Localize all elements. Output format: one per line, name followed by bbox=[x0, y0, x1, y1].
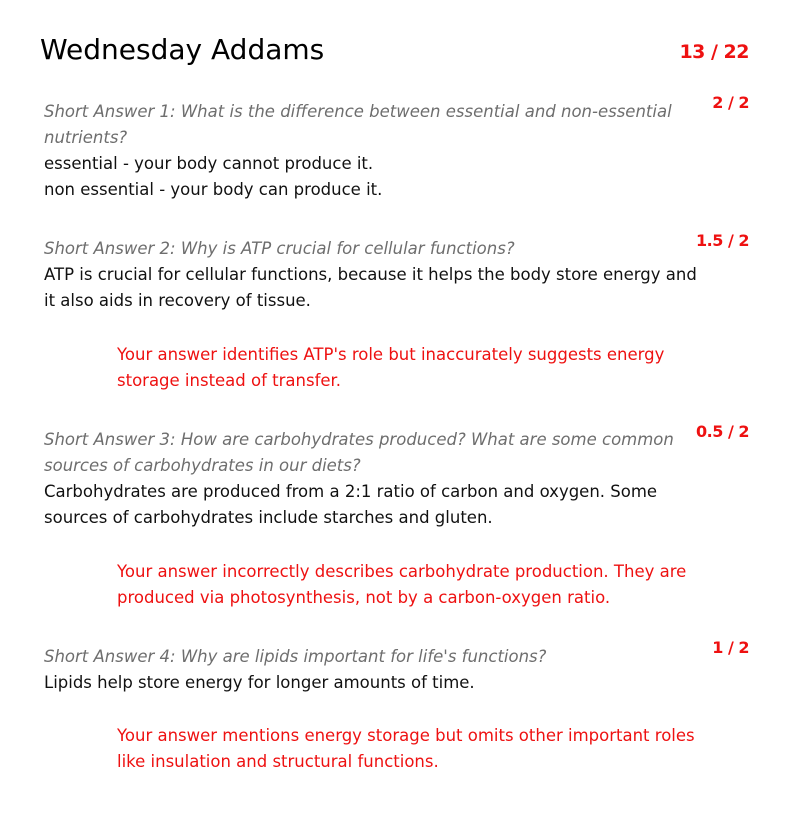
question-1-answer-line-1: essential - your body cannot produce it. bbox=[44, 154, 374, 173]
question-4 bbox=[44, 644, 704, 696]
question-2-answer bbox=[44, 262, 704, 314]
question-3-answer bbox=[44, 479, 704, 531]
question-1-score: 2 / 2 bbox=[712, 93, 749, 112]
question-4-feedback: Your answer mentions energy storage but omits other important roles like insulation and structural functions. bbox=[117, 726, 695, 771]
question-3-prompt: Short Answer 3: How are carbohydrates produced? What are some common sources of carbohydrates in our diets? bbox=[44, 430, 674, 475]
question-2 bbox=[44, 236, 704, 314]
question-3-score: 0.5 / 2 bbox=[696, 422, 749, 441]
question-1-prompt: Short Answer 1: What is the difference between essential and non-essential nutrients? bbox=[44, 102, 672, 147]
question-2-feedback: Your answer identifies ATP's role but inaccurately suggests energy storage instead of transfer. bbox=[117, 345, 665, 390]
question-2-score: 1.5 / 2 bbox=[696, 231, 749, 250]
question-3-answer-line-1: Carbohydrates are produced from a 2:1 ratio of carbon and oxygen. Some sources of carbohydrates include starches and gluten. bbox=[44, 482, 658, 527]
question-2-prompt: Short Answer 2: Why is ATP crucial for cellular functions? bbox=[44, 239, 515, 258]
question-4-prompt: Short Answer 4: Why are lipids important for life's functions? bbox=[44, 647, 547, 666]
total-score: 13 / 22 bbox=[679, 41, 749, 63]
student-name: Wednesday Addams bbox=[40, 33, 325, 66]
question-1 bbox=[44, 99, 704, 203]
question-3-feedback: Your answer incorrectly describes carbohydrate production. They are produced via photosynthesis, not by a carbon-oxygen ratio. bbox=[117, 562, 687, 607]
question-4-answer-line-1: Lipids help store energy for longer amounts of time. bbox=[44, 673, 475, 692]
question-1-answer bbox=[44, 151, 704, 203]
question-4-score: 1 / 2 bbox=[712, 638, 749, 657]
question-2-answer-line-1: ATP is crucial for cellular functions, because it helps the body store energy and it also aids in recovery of tissue. bbox=[44, 265, 697, 310]
question-4-answer bbox=[44, 670, 704, 696]
question-3 bbox=[44, 427, 704, 531]
question-1-answer-line-2: non essential - your body can produce it. bbox=[44, 180, 383, 199]
